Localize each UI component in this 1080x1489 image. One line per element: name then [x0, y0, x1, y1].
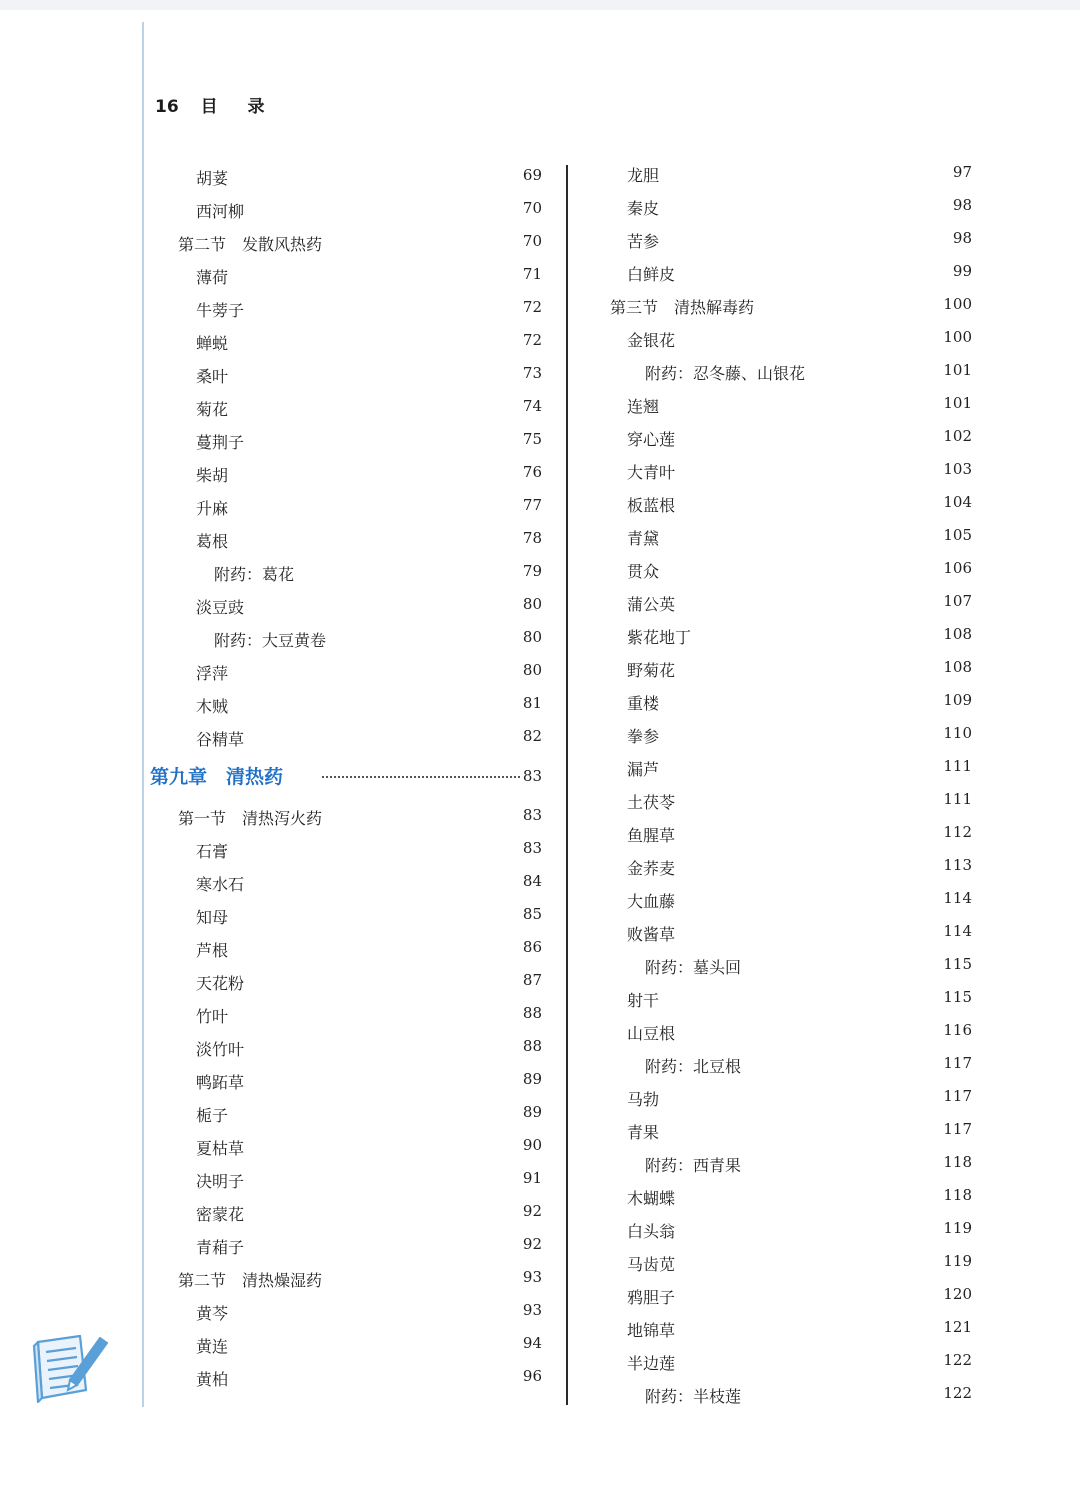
- toc-entry-label: 青葙子: [196, 1238, 245, 1257]
- toc-entry-page: 72: [522, 331, 542, 349]
- toc-entry-page: 80: [522, 595, 542, 613]
- toc-entry-label: 秦皮: [627, 199, 660, 218]
- toc-entry-label: 淡豆豉: [196, 598, 245, 617]
- toc-entry-page: 83: [522, 839, 542, 857]
- toc-entry-page: 69: [522, 166, 542, 184]
- toc-entry: [598, 1213, 972, 1246]
- toc-entry-page: 119: [943, 1252, 972, 1270]
- toc-entry-page: 72: [522, 298, 542, 316]
- toc-entry-page: 79: [522, 562, 542, 580]
- toc-entry-page: 83: [522, 767, 542, 785]
- toc-entry-page: 71: [522, 265, 542, 283]
- toc-entry-label: 马勃: [627, 1090, 660, 1109]
- toc-entry-page: 93: [522, 1301, 542, 1319]
- toc-entry-label: 紫花地丁: [627, 628, 692, 647]
- toc-entry-page: 122: [943, 1351, 972, 1369]
- toc-entry: [598, 949, 972, 982]
- toc-entry-page: 70: [522, 199, 542, 217]
- toc-entry-label: 附药：墓头回: [645, 958, 742, 977]
- toc-entry-label: 竹叶: [196, 1007, 229, 1026]
- toc-entry: [150, 556, 542, 589]
- toc-entry-label: 天花粉: [196, 974, 245, 993]
- toc-entry: [598, 652, 972, 685]
- toc-entry-label: 木贼: [196, 697, 229, 716]
- page-number: 16: [155, 97, 179, 117]
- toc-entry-label: 白鲜皮: [627, 265, 676, 284]
- toc-entry-label: 葛根: [196, 532, 229, 551]
- toc-entry-label: 谷精草: [196, 730, 245, 749]
- toc-entry: [150, 1064, 542, 1097]
- toc-entry: [150, 866, 542, 899]
- toc-section-entry: [150, 1262, 542, 1295]
- toc-entry: [150, 457, 542, 490]
- toc-entry: [150, 358, 542, 391]
- toc-entry-label: 西河柳: [196, 202, 245, 221]
- toc-entry-page: 114: [943, 889, 972, 907]
- toc-entry-page: 100: [943, 328, 972, 346]
- toc-entry-label: 密蒙花: [196, 1205, 245, 1224]
- toc-entry-label: 黄连: [196, 1337, 229, 1356]
- toc-entry: [598, 388, 972, 421]
- toc-entry-label: 金银花: [627, 331, 676, 350]
- toc-entry-page: 89: [522, 1103, 542, 1121]
- toc-entry-page: 98: [952, 229, 972, 247]
- toc-entry: [150, 998, 542, 1031]
- toc-entry-page: 115: [943, 955, 972, 973]
- toc-entry: [598, 982, 972, 1015]
- toc-entry-label: 薄荷: [196, 268, 229, 287]
- toc-entry-label: 第九章 清热药: [150, 766, 284, 788]
- toc-entry-label: 牛蒡子: [196, 301, 245, 320]
- toc-entry: [598, 1378, 972, 1411]
- toc-entry: [598, 355, 972, 388]
- toc-entry: [598, 1312, 972, 1345]
- toc-entry: [150, 193, 542, 226]
- toc-entry-label: 附药：大豆黄卷: [214, 631, 327, 650]
- toc-entry: [598, 454, 972, 487]
- toc-entry-label: 第一节 清热泻火药: [178, 809, 323, 828]
- toc-entry: [150, 1097, 542, 1130]
- toc-entry-label: 青果: [627, 1123, 660, 1142]
- toc-entry: [598, 223, 972, 256]
- toc-entry-label: 鸦胆子: [627, 1288, 676, 1307]
- toc-entry: [598, 553, 972, 586]
- toc-entry: [150, 325, 542, 358]
- toc-entry-page: 91: [522, 1169, 542, 1187]
- toc-entry: [598, 817, 972, 850]
- toc-entry-label: 苦参: [627, 232, 660, 251]
- toc-entry: [150, 1163, 542, 1196]
- toc-entry: [598, 520, 972, 553]
- toc-entry: [598, 421, 972, 454]
- toc-entry-label: 木蝴蝶: [627, 1189, 676, 1208]
- toc-entry: [598, 916, 972, 949]
- toc-entry-page: 116: [943, 1021, 972, 1039]
- toc-entry-page: 115: [943, 988, 972, 1006]
- toc-entry-page: 80: [522, 661, 542, 679]
- top-scan-band: [0, 0, 1080, 10]
- toc-entry: [598, 1147, 972, 1180]
- toc-entry-page: 105: [943, 526, 972, 544]
- toc-entry-label: 鱼腥草: [627, 826, 676, 845]
- toc-entry-label: 决明子: [196, 1172, 245, 1191]
- toc-entry-page: 102: [943, 427, 972, 445]
- toc-entry: [598, 718, 972, 751]
- toc-entry: [150, 259, 542, 292]
- toc-entry-label: 山豆根: [627, 1024, 676, 1043]
- toc-entry: [150, 1130, 542, 1163]
- toc-entry-label: 青黛: [627, 529, 660, 548]
- toc-entry-label: 桑叶: [196, 367, 229, 386]
- toc-entry: [150, 523, 542, 556]
- toc-entry: [150, 965, 542, 998]
- toc-entry-label: 连翘: [627, 397, 660, 416]
- toc-entry-label: 附药：忍冬藤、山银花: [645, 364, 806, 383]
- toc-entry-page: 73: [522, 364, 542, 382]
- toc-entry-page: 101: [943, 361, 972, 379]
- toc-entry: [598, 1015, 972, 1048]
- toc-entry-page: 113: [943, 856, 972, 874]
- toc-left-column: [150, 160, 542, 1394]
- toc-entry-label: 半边莲: [627, 1354, 676, 1373]
- toc-entry-label: 大血藤: [627, 892, 676, 911]
- toc-entry: [150, 721, 542, 754]
- toc-entry: [598, 1246, 972, 1279]
- toc-entry-page: 120: [943, 1285, 972, 1303]
- toc-entry-label: 大青叶: [627, 463, 676, 482]
- toc-entry: [150, 833, 542, 866]
- toc-entry-page: 99: [952, 262, 972, 280]
- toc-entry-label: 漏芦: [627, 760, 660, 779]
- toc-entry-label: 附药：葛花: [214, 565, 295, 584]
- toc-entry-page: 117: [943, 1120, 972, 1138]
- toc-entry-label: 射干: [627, 991, 660, 1010]
- toc-entry-page: 108: [943, 658, 972, 676]
- toc-entry: [150, 1031, 542, 1064]
- toc-entry-page: 118: [943, 1186, 972, 1204]
- toc-right-column: [598, 157, 972, 1411]
- toc-entry-page: 83: [522, 806, 542, 824]
- toc-section-entry: [598, 289, 972, 322]
- toc-entry-page: 108: [943, 625, 972, 643]
- toc-entry-label: 菊花: [196, 400, 229, 419]
- toc-entry-page: 84: [522, 872, 542, 890]
- toc-section-entry: [150, 226, 542, 259]
- toc-entry-label: 附药：半枝莲: [645, 1387, 742, 1406]
- toc-entry-page: 96: [522, 1367, 542, 1385]
- toc-entry-page: 86: [522, 938, 542, 956]
- dot-leader: [322, 776, 520, 778]
- toc-entry-page: 101: [943, 394, 972, 412]
- toc-entry: [150, 622, 542, 655]
- column-divider: [566, 165, 568, 1405]
- toc-entry-page: 106: [943, 559, 972, 577]
- toc-entry-label: 马齿苋: [627, 1255, 676, 1274]
- toc-entry-page: 78: [522, 529, 542, 547]
- toc-entry: [150, 424, 542, 457]
- toc-entry-page: 118: [943, 1153, 972, 1171]
- toc-entry: [150, 899, 542, 932]
- toc-entry-page: 88: [522, 1037, 542, 1055]
- toc-entry: [598, 850, 972, 883]
- toc-entry-page: 92: [522, 1202, 542, 1220]
- toc-entry-page: 74: [522, 397, 542, 415]
- toc-entry-label: 知母: [196, 908, 229, 927]
- toc-entry-page: 104: [943, 493, 972, 511]
- toc-entry-page: 81: [522, 694, 542, 712]
- toc-entry: [150, 655, 542, 688]
- toc-entry-label: 土茯苓: [627, 793, 676, 812]
- toc-entry: [598, 1180, 972, 1213]
- toc-entry: [598, 751, 972, 784]
- toc-section-entry: [150, 800, 542, 833]
- toc-entry-page: 89: [522, 1070, 542, 1088]
- toc-entry-label: 夏枯草: [196, 1139, 245, 1158]
- toc-entry-label: 拳参: [627, 727, 660, 746]
- page-title: 目 录: [200, 97, 277, 117]
- toc-entry-page: 111: [943, 790, 972, 808]
- toc-entry-page: 97: [952, 163, 972, 181]
- toc-entry-page: 114: [943, 922, 972, 940]
- toc-entry: [598, 157, 972, 190]
- toc-entry-label: 蒲公英: [627, 595, 676, 614]
- toc-entry-page: 93: [522, 1268, 542, 1286]
- toc-entry-page: 80: [522, 628, 542, 646]
- toc-entry-label: 柴胡: [196, 466, 229, 485]
- toc-entry-page: 112: [943, 823, 972, 841]
- toc-entry-label: 重楼: [627, 694, 660, 713]
- toc-entry-page: 119: [943, 1219, 972, 1237]
- toc-entry: [150, 1196, 542, 1229]
- toc-entry-page: 111: [943, 757, 972, 775]
- toc-entry: [598, 1048, 972, 1081]
- toc-entry-page: 110: [943, 724, 972, 742]
- toc-entry: [150, 391, 542, 424]
- toc-entry-page: 90: [522, 1136, 542, 1154]
- toc-entry-label: 蝉蜕: [196, 334, 229, 353]
- toc-entry-label: 金荞麦: [627, 859, 676, 878]
- toc-entry-page: 94: [522, 1334, 542, 1352]
- toc-entry-label: 栀子: [196, 1106, 229, 1125]
- toc-entry: [150, 490, 542, 523]
- toc-entry: [598, 1345, 972, 1378]
- toc-entry-label: 白头翁: [627, 1222, 676, 1241]
- toc-entry-label: 板蓝根: [627, 496, 676, 515]
- toc-entry-page: 70: [522, 232, 542, 250]
- toc-entry-page: 117: [943, 1087, 972, 1105]
- toc-entry: [598, 322, 972, 355]
- toc-entry-page: 88: [522, 1004, 542, 1022]
- toc-entry: [598, 619, 972, 652]
- toc-entry-page: 75: [522, 430, 542, 448]
- toc-entry: [598, 1279, 972, 1312]
- toc-entry-page: 117: [943, 1054, 972, 1072]
- toc-entry-label: 浮萍: [196, 664, 229, 683]
- notebook-pencil-icon: [30, 1328, 110, 1404]
- toc-entry: [150, 292, 542, 325]
- toc-entry-label: 第三节 清热解毒药: [610, 298, 755, 317]
- toc-entry-page: 76: [522, 463, 542, 481]
- toc-entry: [598, 190, 972, 223]
- toc-entry-label: 败酱草: [627, 925, 676, 944]
- toc-entry-label: 蔓荆子: [196, 433, 245, 452]
- toc-entry-label: 龙胆: [627, 166, 660, 185]
- toc-entry-label: 野菊花: [627, 661, 676, 680]
- toc-entry: [598, 784, 972, 817]
- toc-entry-label: 石膏: [196, 842, 229, 861]
- toc-entry-page: 85: [522, 905, 542, 923]
- toc-entry-page: 100: [943, 295, 972, 313]
- toc-entry: [150, 589, 542, 622]
- toc-entry-label: 第二节 发散风热药: [178, 235, 323, 254]
- margin-line: [142, 22, 144, 1407]
- toc-entry-page: 87: [522, 971, 542, 989]
- toc-entry: [150, 1229, 542, 1262]
- toc-entry: [598, 1114, 972, 1147]
- toc-entry-label: 淡竹叶: [196, 1040, 245, 1059]
- toc-entry-page: 121: [943, 1318, 972, 1336]
- toc-entry: [150, 932, 542, 965]
- toc-entry-page: 92: [522, 1235, 542, 1253]
- toc-entry-label: 寒水石: [196, 875, 245, 894]
- toc-entry: [598, 256, 972, 289]
- toc-entry-label: 升麻: [196, 499, 229, 518]
- toc-entry-label: 附药：西青果: [645, 1156, 742, 1175]
- toc-entry-label: 附药：北豆根: [645, 1057, 742, 1076]
- toc-entry-page: 98: [952, 196, 972, 214]
- toc-entry-page: 103: [943, 460, 972, 478]
- toc-entry-label: 第二节 清热燥湿药: [178, 1271, 323, 1290]
- toc-entry-label: 芦根: [196, 941, 229, 960]
- page-header: [155, 92, 277, 117]
- toc-entry: [598, 487, 972, 520]
- toc-entry: [150, 1295, 542, 1328]
- toc-entry-page: 107: [943, 592, 972, 610]
- toc-entry: [150, 688, 542, 721]
- toc-entry-page: 122: [943, 1384, 972, 1402]
- toc-chapter-entry: [150, 754, 542, 800]
- toc-entry-label: 黄柏: [196, 1370, 229, 1389]
- toc-entry-label: 贯众: [627, 562, 660, 581]
- toc-entry: [150, 1361, 542, 1394]
- toc-entry-page: 109: [943, 691, 972, 709]
- toc-entry-page: 82: [522, 727, 542, 745]
- toc-entry: [598, 1081, 972, 1114]
- toc-entry: [598, 883, 972, 916]
- toc-entry-label: 胡荽: [196, 169, 229, 188]
- toc-entry-page: 77: [522, 496, 542, 514]
- toc-entry-label: 地锦草: [627, 1321, 676, 1340]
- toc-entry: [150, 1328, 542, 1361]
- toc-entry-label: 黄芩: [196, 1304, 229, 1323]
- toc-entry: [150, 160, 542, 193]
- toc-entry: [598, 685, 972, 718]
- toc-entry: [598, 586, 972, 619]
- toc-entry-label: 鸭跖草: [196, 1073, 245, 1092]
- toc-entry-label: 穿心莲: [627, 430, 676, 449]
